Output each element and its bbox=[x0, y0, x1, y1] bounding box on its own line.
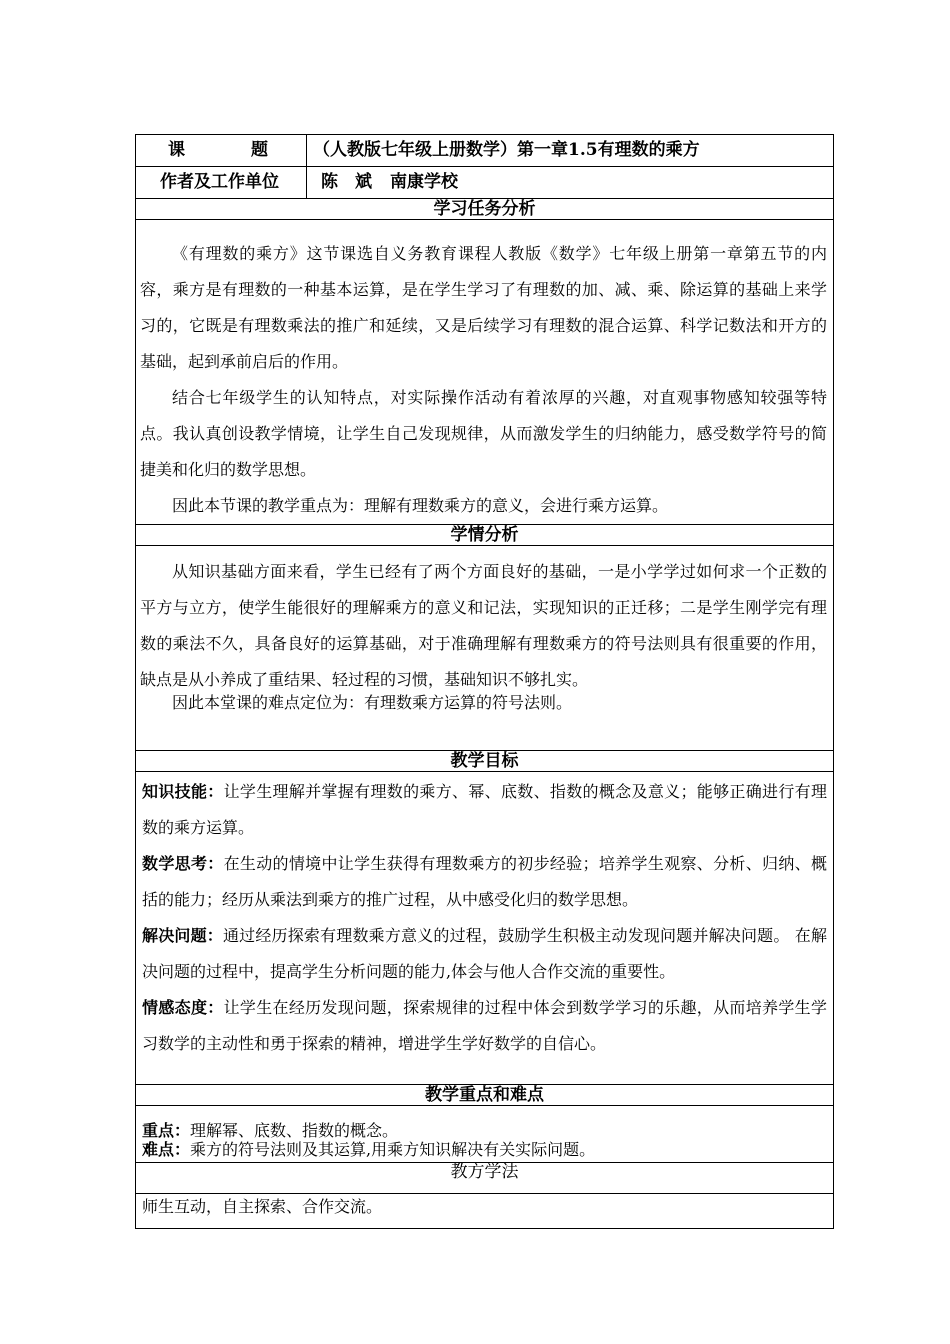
objective-label: 情感态度： bbox=[142, 998, 224, 1017]
methods-title-row bbox=[136, 1163, 834, 1194]
student-analysis-body bbox=[136, 546, 834, 751]
topic-label-char-1: 课 bbox=[168, 140, 185, 160]
author-label-cell bbox=[136, 167, 307, 199]
task-analysis-title-row bbox=[136, 199, 834, 220]
topic-label-char-2: 题 bbox=[251, 140, 268, 160]
objective-label: 数学思考： bbox=[142, 854, 224, 873]
topic-label-cell bbox=[136, 135, 307, 167]
objective-label: 知识技能： bbox=[142, 782, 224, 801]
objective-text: 通过经历探索有理数乘方意义的过程，鼓励学生积极主动发现问题并解决问题。 在解决问题的过程中，提高学生分析问题的能力,体会与他人合作交流的重要性。 bbox=[142, 926, 827, 981]
student-analysis-body-row bbox=[136, 546, 834, 751]
difficulty-line bbox=[142, 1140, 827, 1159]
student-analysis-title: 学情分析 bbox=[136, 525, 834, 546]
lesson-plan-document bbox=[135, 134, 833, 1229]
methods-title: 教方学法 bbox=[136, 1163, 834, 1194]
objective-item bbox=[142, 846, 827, 918]
objective-item bbox=[142, 990, 827, 1062]
task-analysis-paragraph: 因此本节课的教学重点为：理解有理数乘方的意义，会进行乘方运算。 bbox=[172, 496, 669, 515]
objective-item bbox=[142, 774, 827, 846]
author-value-cell bbox=[307, 167, 834, 199]
objective-text: 让学生理解并掌握有理数的乘方、幂、底数、指数的概念及意义；能够正确进行有理数的乘方运算。 bbox=[142, 782, 827, 837]
author-row bbox=[136, 167, 834, 199]
methods-text: 师生互动，自主探索、合作交流。 bbox=[136, 1194, 834, 1229]
objective-text: 在生动的情境中让学生获得有理数乘方的初步经验；培养学生观察、分析、归纳、概括的能力；经历从乘法到乘方的推广过程，从中感受化归的数学思想。 bbox=[142, 854, 827, 909]
objectives-body bbox=[136, 772, 834, 1085]
task-analysis-body-row bbox=[136, 220, 834, 525]
key-points-title: 教学重点和难点 bbox=[136, 1085, 834, 1106]
key-point-line bbox=[142, 1121, 827, 1140]
lesson-plan-table bbox=[135, 134, 834, 1229]
author-name: 陈 斌 bbox=[321, 172, 372, 192]
topic-value: （人教版七年级上册数学）第一章1.5有理数的乘方 bbox=[307, 135, 834, 167]
student-analysis-paragraph: 从知识基础方面来看，学生已经有了两个方面良好的基础，一是小学学过如何求一个正数的平方与立方，使学生能很好的理解乘方的意义和记法，实现知识的正迁移；二是学生刚学完有理数的乘法不久，具备良好的运算基础，对于准确理解有理数乘方的符号法则具有很重要的作用，缺点是从小养成了重结果、轻过程的习惯，基础知识不够扎实。 bbox=[140, 562, 827, 689]
author-school: 南康学校 bbox=[390, 172, 458, 192]
key-points-title-row bbox=[136, 1085, 834, 1106]
student-analysis-title-row bbox=[136, 525, 834, 546]
task-analysis-paragraph: 结合七年级学生的认知特点，对实际操作活动有着浓厚的兴趣，对直观事物感知较强等特点。我认真创设教学情境，让学生自己发现规律，从而激发学生的归纳能力，感受数学符号的简捷美和化归的数学思想。 bbox=[140, 388, 827, 479]
topic-row bbox=[136, 135, 834, 167]
difficulty-label: 难点： bbox=[142, 1140, 191, 1159]
student-analysis-paragraph: 因此本堂课的难点定位为：有理数乘方运算的符号法则。 bbox=[172, 693, 573, 712]
objective-text: 让学生在经历发现问题，探索规律的过程中体会到数学学习的乐趣，从而培养学生学习数学的主动性和勇于探索的精神，增进学生学好数学的自信心。 bbox=[142, 998, 827, 1053]
methods-body-row bbox=[136, 1194, 834, 1229]
task-analysis-body bbox=[136, 220, 834, 525]
key-point-text: 理解幂、底数、指数的概念。 bbox=[190, 1121, 399, 1140]
objectives-title-row bbox=[136, 751, 834, 772]
objective-item bbox=[142, 918, 827, 990]
task-analysis-paragraph: 《有理数的乘方》这节课选自义务教育课程人教版《数学》七年级上册第一章第五节的内容，乘方是有理数的一种基本运算，是在学生学习了有理数的加、减、乘、除运算的基础上来学习的，它既是有理数乘法的推广和延续，又是后续学习有理数的混合运算、科学记数法和开方的基础，起到承前启后的作用。 bbox=[140, 244, 827, 371]
key-point-label: 重点： bbox=[142, 1121, 191, 1140]
objectives-title: 教学目标 bbox=[136, 751, 834, 772]
author-label: 作者及工作单位 bbox=[160, 172, 279, 192]
task-analysis-title: 学习任务分析 bbox=[136, 199, 834, 220]
key-points-body bbox=[136, 1106, 834, 1163]
objectives-body-row bbox=[136, 772, 834, 1085]
difficulty-text: 乘方的符号法则及其运算,用乘方知识解决有关实际问题。 bbox=[190, 1140, 596, 1159]
objective-label: 解决问题： bbox=[142, 926, 223, 945]
key-points-body-row bbox=[136, 1106, 834, 1163]
